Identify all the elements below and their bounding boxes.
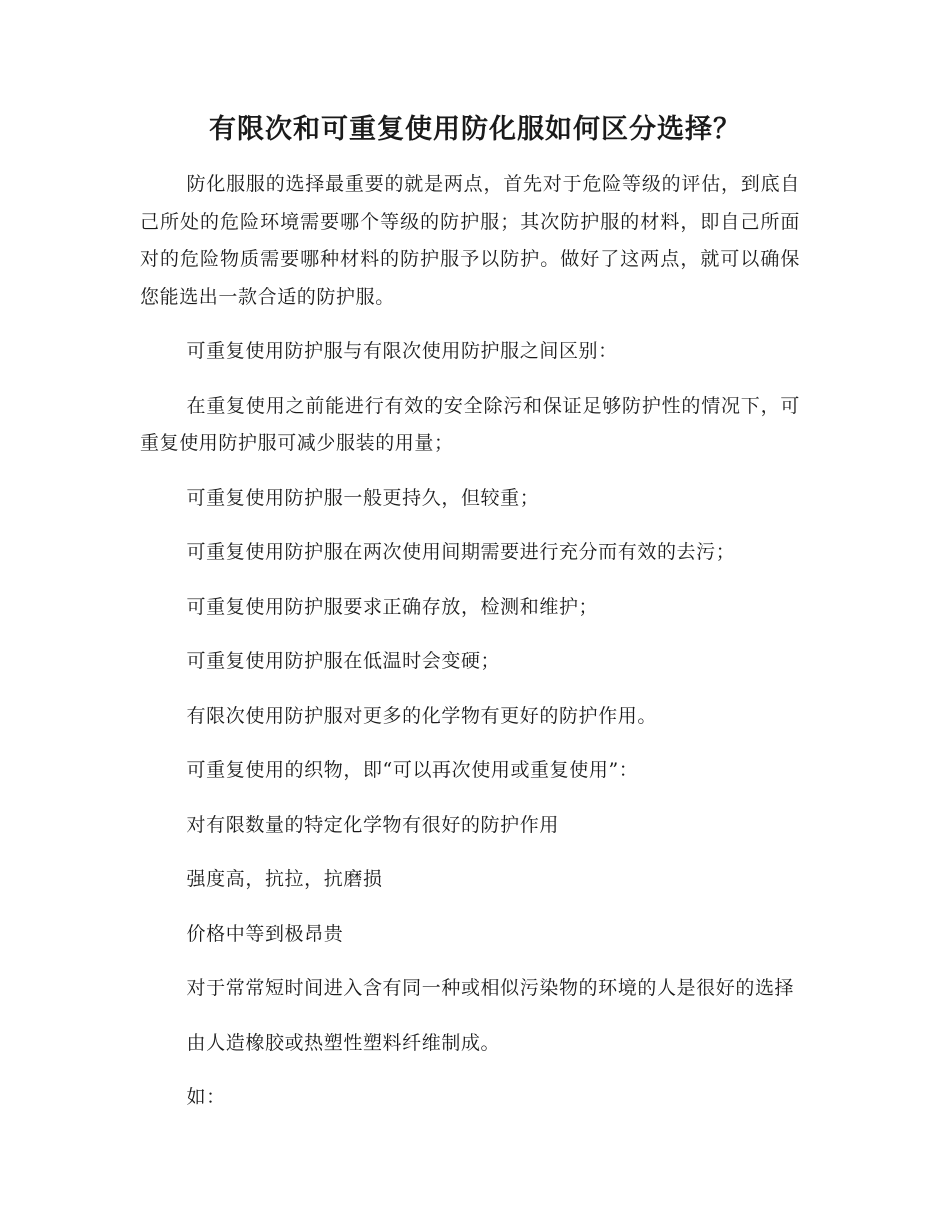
- paragraph-specific-chemicals: 对有限数量的特定化学物有很好的防护作用: [186, 813, 559, 836]
- paragraph-example: 如：: [186, 1086, 226, 1108]
- paragraph-low-temperature: 可重复使用防护服在低温时会变硬；: [186, 650, 501, 672]
- paragraph-reusable-fabric: 可重复使用的织物，即“可以再次使用或重复使用”：: [186, 759, 639, 781]
- paragraph-good-choice: 对于常常短时间进入含有同一种或相似污染物的环境的人是很好的选择: [186, 977, 795, 999]
- paragraph-materials: 由人造橡胶或热塑性塑料纤维制成。: [186, 1031, 501, 1054]
- document-title: 有限次和可重复使用防化服如何区分选择？: [209, 114, 741, 145]
- paragraph-strength: 强度高，抗拉，抗磨损: [186, 868, 383, 890]
- paragraph-durable-heavy: 可重复使用防护服一般更持久，但较重；: [186, 486, 540, 509]
- paragraph-storage-maintenance: 可重复使用防护服要求正确存放，检测和维护；: [186, 595, 599, 618]
- paragraph-price: 价格中等到极昂贵: [186, 922, 344, 945]
- paragraph-reduce-usage: 在重复使用之前能进行有效的安全除污和保证足够防护性的情况下，可重复使用防护服可减少服装的用量；: [140, 394, 800, 454]
- paragraph-decontamination: 可重复使用防护服在两次使用间期需要进行充分而有效的去污；: [186, 541, 736, 563]
- paragraph-intro: 防化服服的选择最重要的就是两点，首先对于危险等级的评估，到底自己所处的危险环境需要哪个等级的防护服；其次防护服的材料，即自己所面对的危险物质需要哪种材料的防护服予以防护。做好了这两点，就可以确保您能选出一款合适的防护服。: [140, 173, 800, 308]
- paragraph-limited-use-protection: 有限次使用防护服对更多的化学物有更好的防护作用。: [186, 704, 657, 727]
- document-body: [140, 166, 800, 1134]
- paragraph-difference-heading: 可重复使用防护服与有限次使用防护服之间区别：: [186, 340, 618, 362]
